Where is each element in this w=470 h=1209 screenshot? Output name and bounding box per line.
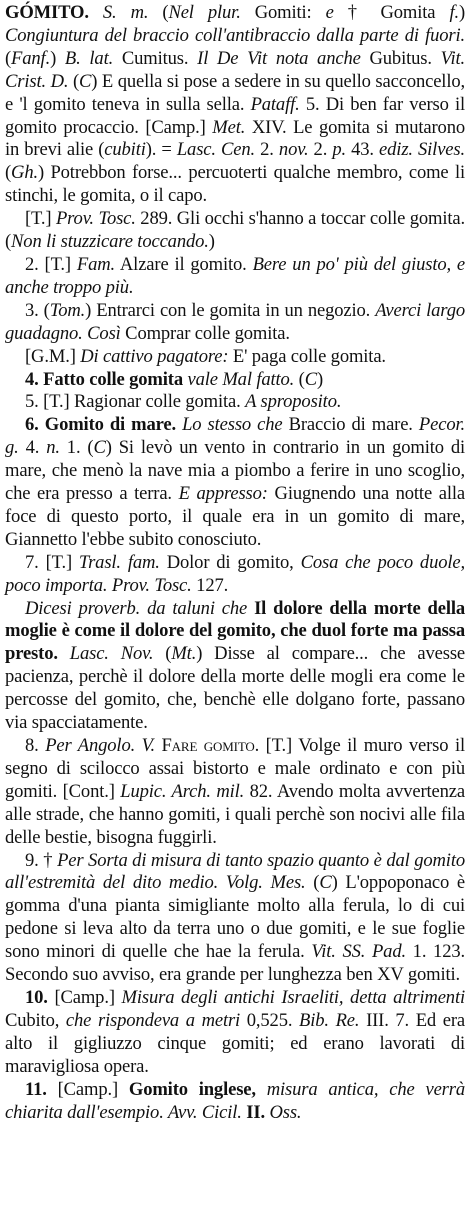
body-text: 43. xyxy=(346,139,380,161)
body-text: 2. xyxy=(308,139,333,161)
body-text: ). = xyxy=(145,139,177,161)
smallcaps-text: Fare gomito. xyxy=(154,735,260,756)
body-text: ) Disse al compare... che avesse pacienza, perchè il dolore della morte delle mogli era come le percosse del gomito, che, benchè elle dolgano forte, passano via spacciatamente. xyxy=(5,643,466,734)
body-text: Comprar colle gomita. xyxy=(120,322,290,344)
bold-text: Gomito inglese, xyxy=(128,1078,256,1100)
italic-text: C xyxy=(304,368,317,390)
entry-sense-paragraph xyxy=(5,300,465,346)
body-text: ( xyxy=(5,47,12,69)
bold-text: 6. xyxy=(25,414,45,436)
body-text: 3. ( xyxy=(25,299,50,321)
italic-text: Lasc. Cen. xyxy=(176,139,256,161)
italic-text: nov. xyxy=(278,139,309,161)
italic-text: f. xyxy=(449,2,459,23)
body-text: ( xyxy=(5,162,12,184)
italic-text: B. lat. xyxy=(64,47,114,69)
italic-text: Il De Vit nota anche xyxy=(197,47,361,69)
bold-text: 11. xyxy=(25,1078,58,1100)
body-text: 9. † xyxy=(25,849,58,871)
body-text: 1. 123. Secondo suo avviso, era grande per lunghezza ben XV gomiti. xyxy=(5,941,465,986)
body-text: [Camp.] xyxy=(54,986,122,1008)
italic-text: che rispondeva a metri xyxy=(65,1009,241,1031)
italic-text: Bib. Re. xyxy=(299,1009,360,1031)
body-text: 127. xyxy=(191,574,229,596)
entry-sense-paragraph xyxy=(5,850,465,987)
body-text: 2. [T.] xyxy=(25,253,77,275)
body-text: ) xyxy=(458,2,465,23)
body-text: 5. Di ben far verso il gomito procaccio. [Camp.] xyxy=(5,93,465,138)
italic-text: Non li stuzzicare toccando. xyxy=(11,231,209,253)
body-text: Gubitus. xyxy=(360,47,441,69)
italic-text: C xyxy=(93,437,106,459)
entry-sense-paragraph xyxy=(5,369,465,392)
italic-text: Met. xyxy=(212,116,246,138)
italic-text: Prov. Tosc. xyxy=(55,208,136,230)
italic-text: Vit. Crist. D. xyxy=(5,47,465,92)
entry-sense-paragraph xyxy=(5,414,465,551)
body-text: III. 7. Ed era alto il gigliuzzo cinque gomiti; ed erano lavorati di maravigliosa opera. xyxy=(5,1009,465,1077)
italic-text: Lupic. Arch. mil. xyxy=(120,780,245,802)
body-text: 0,525. xyxy=(240,1009,300,1031)
entry-sense-paragraph xyxy=(5,598,465,735)
italic-text: Trasl. fam. xyxy=(78,551,160,573)
bold-text: Gomito di mare. xyxy=(44,414,177,436)
italic-text: A sproposito. xyxy=(245,391,342,413)
italic-text: Mt. xyxy=(171,643,197,665)
italic-text: vale Mal fatto. xyxy=(182,368,295,390)
italic-text: Fam. xyxy=(76,253,116,275)
body-text: 82. Avendo molta avvertenza alle strade, che hanno gomiti, i quali perchè son nocivi alle fila delle bestie, bisogna fuggirli. xyxy=(5,780,465,848)
italic-text: Lasc. Nov. xyxy=(57,643,154,665)
entry-sense-paragraph xyxy=(5,346,465,369)
body-text: ) Potrebbon forse... percuoterti qualche membro, come li stinchi, le gomita, o il capo. xyxy=(5,162,465,207)
italic-text: ediz. Silves. xyxy=(379,139,465,161)
entry-sense-paragraph xyxy=(5,552,465,598)
body-text: ) L'oppoponaco è gomma d'una pianta simigliante molto alla ferula, lo di cui pedone si leva alto da terra uno o due gomiti, e le sue foglie sono minori di quelle che hae la ferula. xyxy=(5,872,465,963)
body-text: 1. ( xyxy=(59,437,94,459)
italic-text: Dicesi proverb. da taluni che xyxy=(25,597,248,619)
bold-text: Fatto colle gomita xyxy=(43,368,183,390)
italic-text: Per Angolo. V. xyxy=(45,735,155,756)
body-text: 7. [T.] xyxy=(25,551,79,573)
body-text: XIV. Le gomita si mutarono in brevi alie ( xyxy=(5,116,466,161)
italic-text: Misura degli antichi Israeliti, detta altrimenti xyxy=(121,986,465,1008)
body-text: ( xyxy=(162,2,169,23)
body-text: ( xyxy=(68,70,79,92)
body-text: 4. xyxy=(18,437,47,459)
body-text: Dolor di gomito, xyxy=(159,551,301,573)
italic-text: cubiti xyxy=(104,139,146,161)
bold-text: Il dolore della morte della moglie è come il dolore del gomito, che duol forte ma passa presto. xyxy=(5,597,465,665)
body-text: Cubito, xyxy=(5,1009,66,1031)
body-text: Gomiti: xyxy=(240,2,326,23)
italic-text: C xyxy=(319,872,332,894)
italic-text: e xyxy=(325,2,334,23)
entry-sense-paragraph xyxy=(5,208,465,254)
italic-text: E appresso: xyxy=(178,483,268,505)
bold-text: II. xyxy=(241,1101,270,1123)
body-text: ) Entrarci con le gomita in un negozio. xyxy=(85,299,376,321)
italic-text: Bere un po' più del giusto, e anche troppo più. xyxy=(5,253,465,298)
italic-text: C xyxy=(79,70,92,92)
entry-sense-paragraph xyxy=(5,1079,465,1125)
body-text: ( xyxy=(294,368,305,390)
italic-text: Fanf. xyxy=(11,47,51,69)
italic-text: Nel plur. xyxy=(168,2,241,23)
body-text: 2. xyxy=(255,139,279,161)
bold-text: 4. xyxy=(25,368,44,390)
italic-text: Congiuntura del braccio coll'antibraccio dalla parte di fuori. xyxy=(5,24,465,46)
body-text: Giugnendo una notte alla foce di questo porto, il quale era in un gomito di mare, Giannetto l'ebbe subito conosciuto. xyxy=(5,483,465,550)
italic-text: n. xyxy=(46,437,60,459)
body-text: ) Si levò un vento in contrario in un gomito di mare, che menò la nave mia a piombo a ferire in uno scoglio, che era presso a terra. xyxy=(5,437,465,505)
italic-text: Tom. xyxy=(49,299,86,321)
italic-text: Vit. SS. Pad. xyxy=(311,941,406,963)
body-text: ) xyxy=(317,368,324,390)
italic-text: Oss. xyxy=(269,1101,302,1123)
body-text: ) xyxy=(208,231,215,253)
body-text: Braccio di mare. xyxy=(282,414,419,436)
body-text: 8. xyxy=(25,735,46,756)
italic-text: Cosa che poco duole, poco importa. Prov. Tosc. xyxy=(5,551,465,596)
entry-sense-paragraph xyxy=(5,391,465,414)
entry-sense-paragraph xyxy=(5,254,465,300)
body-text: [G.M.] xyxy=(25,345,81,367)
bold-text: 10. xyxy=(25,986,55,1008)
body-text: ) E quella si pose a sedere in su quello sacconcello, e 'l gomito teneva in sulla sella. xyxy=(5,70,465,115)
italic-text: Gh. xyxy=(11,162,38,184)
entry-sense-paragraph xyxy=(5,987,465,1079)
body-text: ) xyxy=(50,47,65,69)
body-text: ( xyxy=(153,643,172,665)
italic-text: S. m. xyxy=(88,2,163,23)
body-text: † Gomita xyxy=(333,2,450,23)
italic-text: Di cattivo pagatore: xyxy=(80,345,229,367)
italic-text: misura antica, che verrà chiarita dall'esempio. Avv. Cicil. xyxy=(5,1078,465,1123)
italic-text: Averci largo guadagno. Così xyxy=(5,299,465,344)
italic-text: Pataff. xyxy=(250,93,300,115)
body-text: ( xyxy=(305,872,320,894)
italic-text: p. xyxy=(332,139,346,161)
body-text: Cumitus. xyxy=(113,47,198,69)
body-text: [Camp.] xyxy=(57,1078,129,1100)
body-text: E' paga colle gomita. xyxy=(228,345,386,367)
italic-text: Pecor. g. xyxy=(5,414,465,459)
body-text: 289. Gli occhi s'hanno a toccar colle gomita. ( xyxy=(5,208,465,253)
entry-sense-paragraph xyxy=(5,735,465,850)
entry-headword-paragraph xyxy=(5,2,465,208)
body-text: Alzare il gomito. xyxy=(115,253,253,275)
body-text: [T.] Volge il muro verso il segno di scilocco assai bistorto e male ordinato e con più gomiti. [Cont.] xyxy=(5,735,465,802)
italic-text: Lo stesso che xyxy=(176,414,283,436)
bold-text: GÓMITO. xyxy=(5,2,89,23)
body-text: [T.] xyxy=(25,208,56,230)
body-text: 5. [T.] Ragionar colle gomita. xyxy=(25,391,246,413)
italic-text: Per Sorta di misura di tanto spazio quanto è dal gomito all'estremità del dito medio. Volg. Mes. xyxy=(5,849,465,894)
